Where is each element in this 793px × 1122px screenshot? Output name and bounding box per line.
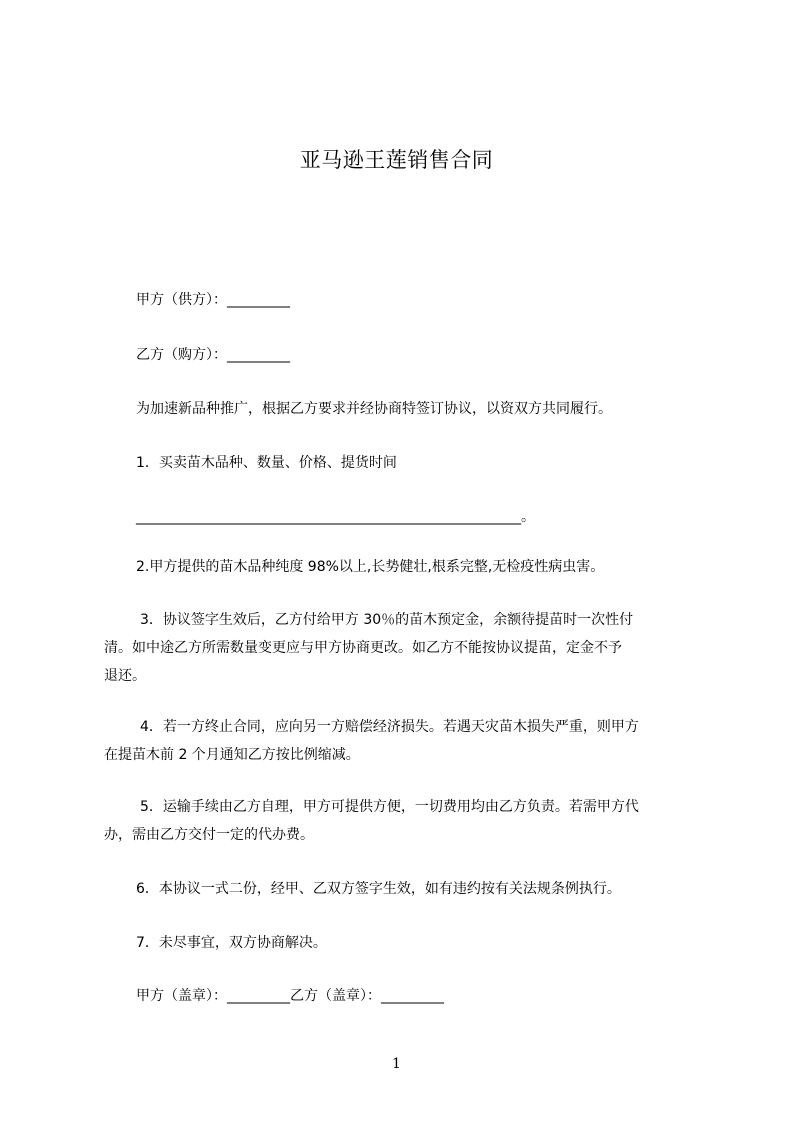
clause-4-line: 在提苗木前 2 个月通知乙方按比例缩减。 [104,747,360,763]
clause-2: 2.甲方提供的苗木品种纯度 98%以上,长势健壮,根系完整,无检疫性病虫害。 [136,559,605,575]
clause-5-line: 办，需由乙方交付一定的代办费。 [104,827,314,843]
clause-4-line: 4．若一方终止合同，应向另一方赔偿经济损失。若遇天灾苗木损失严重，则甲方 [140,719,639,735]
clause-3 [104,606,633,690]
clause-7: 7．未尽事宜，双方协商解决。 [136,935,327,951]
signature-line: 甲方（盖章）：_________乙方（盖章）：_________ [136,988,444,1004]
clause-5 [104,793,639,849]
party-a-line: 甲方（供方）：_________ [136,292,290,308]
page-number: 1 [392,1056,401,1072]
contract-title: 亚马逊王莲销售合同 [299,148,494,172]
party-b-line: 乙方（购方）：_________ [136,347,290,363]
clause-6: 6．本协议一式二份，经甲、乙双方签字生效，如有违约按有关法规条例执行。 [136,881,621,897]
clause-1-heading: 1．买卖苗木品种、数量、价格、提货时间 [136,455,397,471]
clause-3-line: 清。如中途乙方所需数量变更应与甲方协商更改。如乙方不能按协议提苗，定金不予 [104,640,622,656]
clause-1-blank: _______________________________________________________。 [136,509,535,525]
intro-paragraph: 为加速新品种推广，根据乙方要求并经协商特签订协议，以资双方共同履行。 [136,401,612,417]
clause-3-line: 3．协议签字生效后，乙方付给甲方 30％的苗木预定金，余额待提苗时一次性付 [140,612,634,628]
clause-4 [104,713,639,769]
clause-5-line: 5．运输手续由乙方自理，甲方可提供方便，一切费用均由乙方负责。若需甲方代 [140,799,639,815]
clause-3-line: 退还。 [104,668,146,684]
